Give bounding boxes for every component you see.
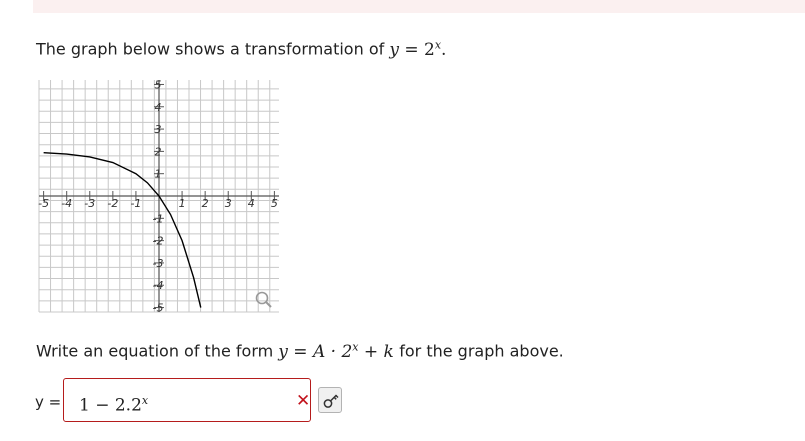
math-end: .: [441, 39, 447, 60]
x-tick-label: 2: [201, 197, 209, 210]
question-math: [389, 40, 446, 60]
y-tick-label: 4: [154, 100, 162, 114]
x-tick-label: -1: [130, 197, 142, 210]
y-tick-label: 1: [154, 167, 162, 181]
y-tick-label: 2: [154, 145, 162, 159]
math-eq: =: [404, 39, 419, 60]
math-lhs: y: [389, 39, 399, 60]
answer-label: y =: [35, 393, 62, 411]
y-tick-label: -3: [152, 256, 164, 270]
prompt-before: Write an equation of the form: [36, 341, 274, 361]
graph-svg: [35, 76, 283, 316]
answer-input[interactable]: [63, 378, 311, 422]
graph: [35, 76, 283, 316]
x-tick-label: -3: [84, 197, 96, 210]
x-tick-label: 5: [270, 197, 278, 210]
answer-value[interactable]: [79, 391, 148, 416]
y-tick-label: -4: [152, 279, 164, 293]
question-prefix: The graph below shows a transformation of: [36, 39, 385, 59]
question-text: [36, 35, 446, 60]
answer-value-exp: x: [141, 394, 149, 407]
prompt-after: for the graph above.: [399, 341, 564, 361]
math-base: 2: [424, 39, 435, 60]
prompt-math-main: y = A · 2: [278, 341, 353, 362]
x-tick-label: -4: [61, 197, 73, 210]
x-tick-label: 4: [247, 197, 255, 210]
y-tick-label: -1: [152, 212, 164, 226]
x-tick-label: 1: [178, 197, 186, 210]
y-tick-label: 5: [154, 78, 162, 92]
y-tick-label: -2: [152, 234, 164, 248]
math-exp: x: [434, 38, 442, 51]
x-tick-label: -5: [38, 197, 50, 210]
prompt-math-exp: x: [352, 340, 359, 353]
key-icon: [323, 393, 339, 409]
incorrect-icon: ✕: [296, 391, 311, 411]
top-band: [33, 0, 805, 13]
prompt-math-after: + k: [363, 341, 394, 362]
x-tick-label: 3: [224, 197, 232, 210]
prompt-math: [278, 342, 399, 362]
answer-value-main: 1 − 2.2: [79, 395, 142, 416]
y-tick-label: -5: [152, 301, 164, 315]
y-tick-label: 3: [154, 123, 162, 137]
key-button[interactable]: [318, 387, 342, 413]
prompt-text: [36, 337, 564, 362]
x-tick-label: -2: [107, 197, 119, 210]
